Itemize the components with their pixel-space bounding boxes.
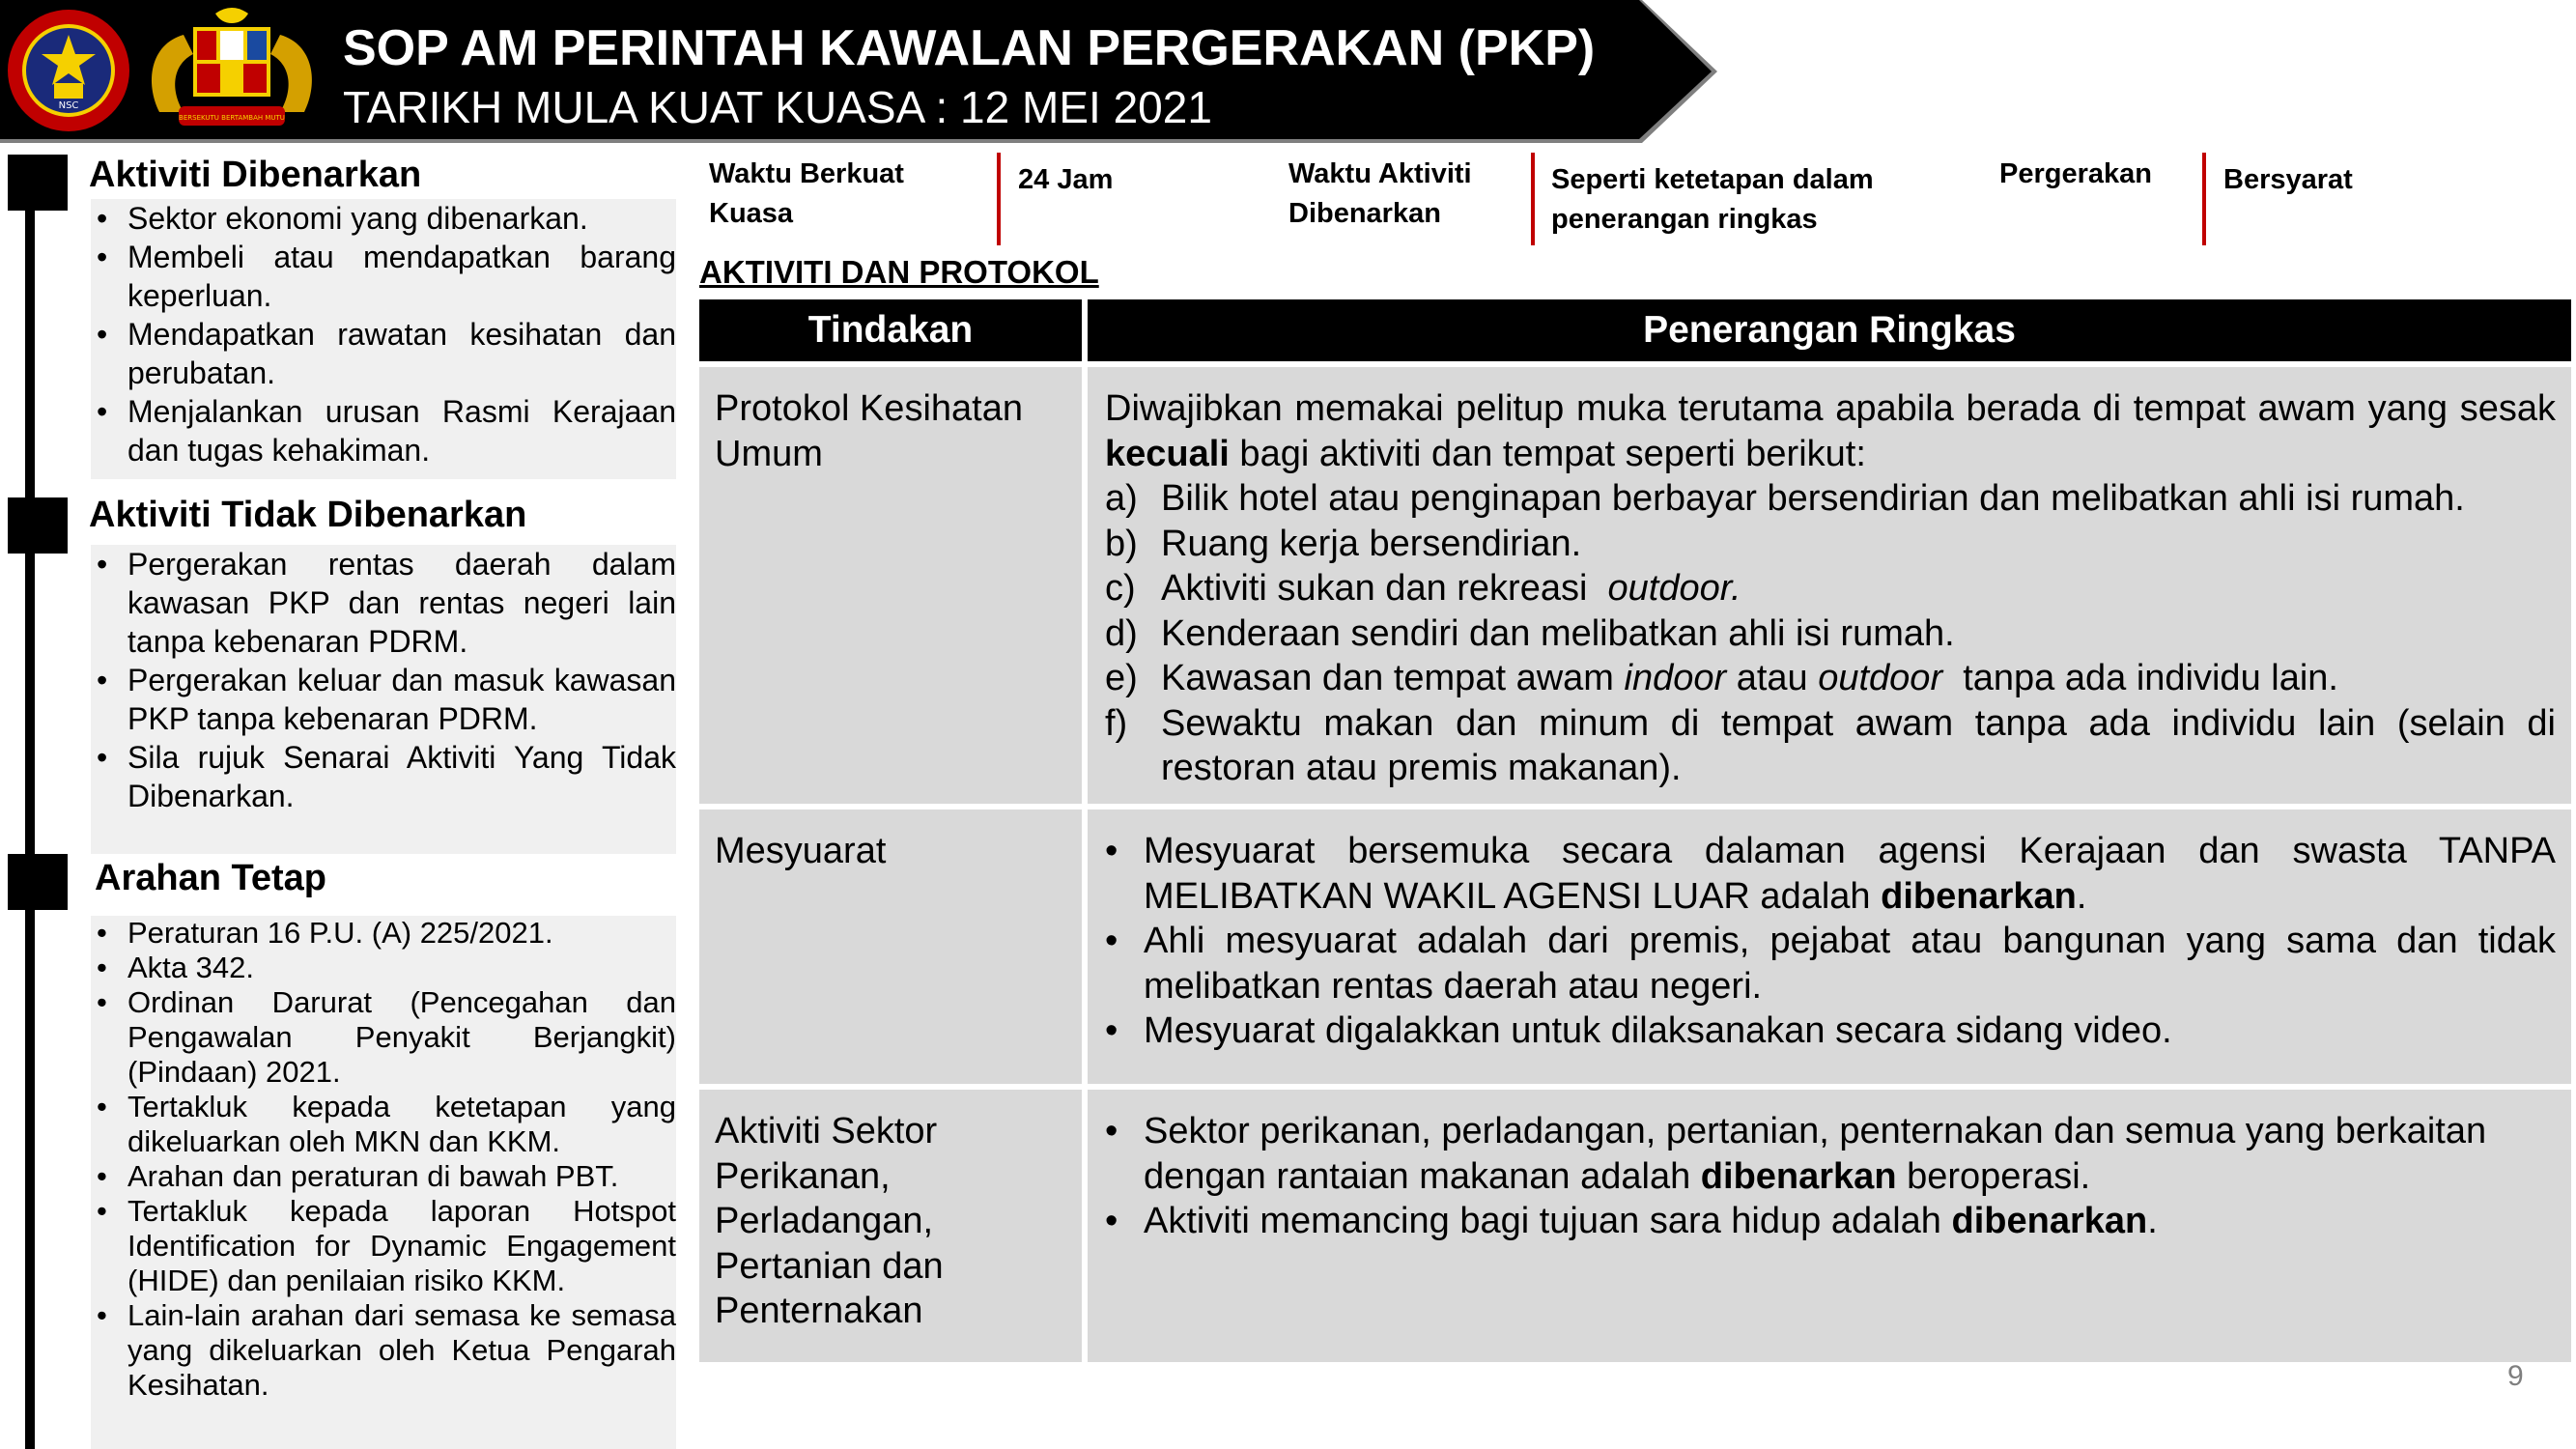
table-cell-description <box>1088 367 2571 804</box>
text: Aktiviti memancing bagi tujuan sara hidup adalah <box>1144 1201 1952 1241</box>
text-bold: dibenarkan <box>1881 875 2077 917</box>
list-item: • Pergerakan keluar dan masuk kawasan PKP tanpa kebenaran PDRM. <box>127 661 676 738</box>
text-bold: dibenarkan <box>1700 1155 1897 1197</box>
text-italic: outdoor <box>1818 658 1943 698</box>
waktu-aktiviti-label <box>1288 155 1472 234</box>
list-item <box>1105 476 2556 522</box>
list-item <box>1105 1109 2556 1199</box>
table-cell-action: Protokol Kesihatan Umum <box>699 367 1082 804</box>
text: Sektor perikanan, perladangan, pertanian, penternakan dan semua yang berkaitan dengan rantaian makanan adalah <box>1144 1111 2487 1197</box>
bullet-list <box>1105 1109 2556 1244</box>
text: bagi aktiviti dan tempat seperti berikut: <box>1229 433 1866 474</box>
section-title-arahan-tetap: Arahan Tetap <box>95 858 327 898</box>
text: Sewaktu makan dan minum di tempat awam tanpa ada individu lain (selain di restoran atau premis makanan). <box>1161 702 2556 788</box>
text-bold: dibenarkan <box>1951 1201 2148 1241</box>
svg-text:NSC: NSC <box>58 100 79 111</box>
list-item <box>1105 829 2556 919</box>
section-marker <box>8 155 68 211</box>
text: Bilik hotel atau penginapan berbayar bersendirian dan melibatkan ahli isi rumah. <box>1161 478 2465 519</box>
text: . <box>2076 875 2087 917</box>
table-cell-description <box>1088 1090 2571 1362</box>
list-item: • Lain-lain arahan dari semasa ke semasa yang dikeluarkan oleh Ketua Pengarah Kesihatan. <box>127 1298 676 1403</box>
text: Kawasan dan tempat awam <box>1161 658 1625 698</box>
text: Kenderaan sendiri dan melibatkan ahli isi rumah. <box>1161 612 1955 654</box>
exception-list <box>1105 476 2556 791</box>
accent-bar <box>1531 153 1535 245</box>
list-marker: d) <box>1105 612 1138 654</box>
list-marker: a) <box>1105 478 1138 519</box>
waktu-berkuat-kuasa-label <box>709 155 904 234</box>
label-line: Kuasa <box>709 198 794 229</box>
list-item <box>1105 566 2556 611</box>
text-italic: outdoor. <box>1607 568 1741 609</box>
list-marker: f) <box>1105 702 1128 744</box>
list-item <box>1105 1199 2556 1244</box>
list-item: • Sektor ekonomi yang dibenarkan. <box>127 199 676 238</box>
list-item: • Akta 342. <box>127 951 676 985</box>
list-marker: e) <box>1105 658 1138 698</box>
arahan-tetap-list <box>91 916 676 1449</box>
accent-bar <box>2202 153 2206 245</box>
list-item: • Ordinan Darurat (Pencegahan dan Pengawalan Penyakit Berjangkit) (Pindaan) 2021. <box>127 985 676 1090</box>
list-item: • Mesyuarat digalakkan untuk dilaksanakan secara sidang video. <box>1105 1009 2556 1054</box>
table-header-tindakan: Tindakan <box>699 299 1082 361</box>
waktu-aktiviti-value <box>1551 160 1874 240</box>
value-line: penerangan ringkas <box>1551 204 1818 235</box>
text: Mesyuarat bersemuka secara dalaman agensi Kerajaan dan swasta TANPA MELIBATKAN WAKIL AGENSI LUAR adalah <box>1144 831 2556 917</box>
section-heading: AKTIVITI DAN PROTOKOL <box>699 254 1099 290</box>
text: Aktiviti sukan dan rekreasi <box>1161 568 1608 609</box>
text: tanpa ada individu lain. <box>1942 658 2338 698</box>
list-item: • Ahli mesyuarat adalah dari premis, pejabat atau bangunan yang sama dan tidak melibatkan rentas daerah atau negeri. <box>1105 919 2556 1009</box>
list-marker: b) <box>1105 523 1138 564</box>
list-item: • Arahan dan peraturan di bawah PBT. <box>127 1159 676 1194</box>
text-italic: indoor <box>1624 658 1727 698</box>
pergerakan-value: Bersyarat <box>2223 164 2353 195</box>
text: . <box>2147 1201 2158 1241</box>
table-header-penerangan: Penerangan Ringkas <box>1088 299 2571 361</box>
section-title-aktiviti-tidak-dibenarkan: Aktiviti Tidak Dibenarkan <box>89 495 527 535</box>
table-cell-action: Mesyuarat <box>699 810 1082 1084</box>
pergerakan-label: Pergerakan <box>1999 158 2152 189</box>
list-item: • Peraturan 16 P.U. (A) 225/2021. <box>127 916 676 951</box>
accent-bar <box>997 153 1001 245</box>
list-item <box>1105 522 2556 567</box>
list-item <box>1105 656 2556 701</box>
label-line: Waktu Aktiviti <box>1288 158 1472 189</box>
list-item: • Membeli atau mendapatkan barang keperluan. <box>127 238 676 315</box>
description-intro <box>1105 386 2556 476</box>
aktiviti-dibenarkan-list <box>91 199 676 479</box>
page-subtitle: TARIKH MULA KUAT KUASA : 12 MEI 2021 <box>343 82 1212 132</box>
bullet-list <box>1105 829 2556 1054</box>
list-item: • Pergerakan rentas daerah dalam kawasan PKP dan rentas negeri lain tanpa kebenaran PDRM. <box>127 545 676 661</box>
list-item <box>1105 701 2556 791</box>
list-item: • Tertakluk kepada ketetapan yang dikeluarkan oleh MKN dan KKM. <box>127 1090 676 1159</box>
section-marker <box>8 854 68 910</box>
text: Diwajibkan memakai pelitup muka terutama apabila berada di tempat awam yang sesak <box>1105 388 2556 429</box>
list-item: • Tertakluk kepada laporan Hotspot Identification for Dynamic Engagement (HIDE) dan penilaian risiko KKM. <box>127 1194 676 1298</box>
section-marker <box>8 497 68 554</box>
list-item: • Sila rujuk Senarai Aktiviti Yang Tidak Dibenarkan. <box>127 738 676 815</box>
section-title-aktiviti-dibenarkan: Aktiviti Dibenarkan <box>89 155 422 195</box>
label-line: Waktu Berkuat <box>709 158 904 189</box>
list-item: • Menjalankan urusan Rasmi Kerajaan dan tugas kehakiman. <box>127 392 676 469</box>
value-line: Seperti ketetapan dalam <box>1551 164 1874 195</box>
page-number: 9 <box>2507 1360 2524 1392</box>
text-bold: kecuali <box>1105 433 1230 474</box>
coat-of-arms-emblem <box>140 6 324 135</box>
text: Ruang kerja bersendirian. <box>1161 523 1582 564</box>
text: atau <box>1726 658 1819 698</box>
timeline-line <box>25 155 35 1449</box>
table-cell-description <box>1088 810 2571 1084</box>
label-line: Dibenarkan <box>1288 198 1441 229</box>
list-item: • Mendapatkan rawatan kesihatan dan perubatan. <box>127 315 676 392</box>
svg-text:BERSEKUTU BERTAMBAH MUTU: BERSEKUTU BERTAMBAH MUTU <box>179 114 285 122</box>
waktu-berkuat-kuasa-value: 24 Jam <box>1018 164 1114 195</box>
aktiviti-tidak-dibenarkan-list <box>91 545 676 854</box>
table-cell-action: Aktiviti Sektor Perikanan, Perladangan, Pertanian dan Penternakan <box>699 1090 1082 1362</box>
list-item <box>1105 611 2556 657</box>
list-marker: c) <box>1105 568 1136 609</box>
text: beroperasi. <box>1896 1155 2091 1197</box>
page-title: SOP AM PERINTAH KAWALAN PERGERAKAN (PKP) <box>343 20 1596 76</box>
nsc-logo <box>6 8 131 133</box>
